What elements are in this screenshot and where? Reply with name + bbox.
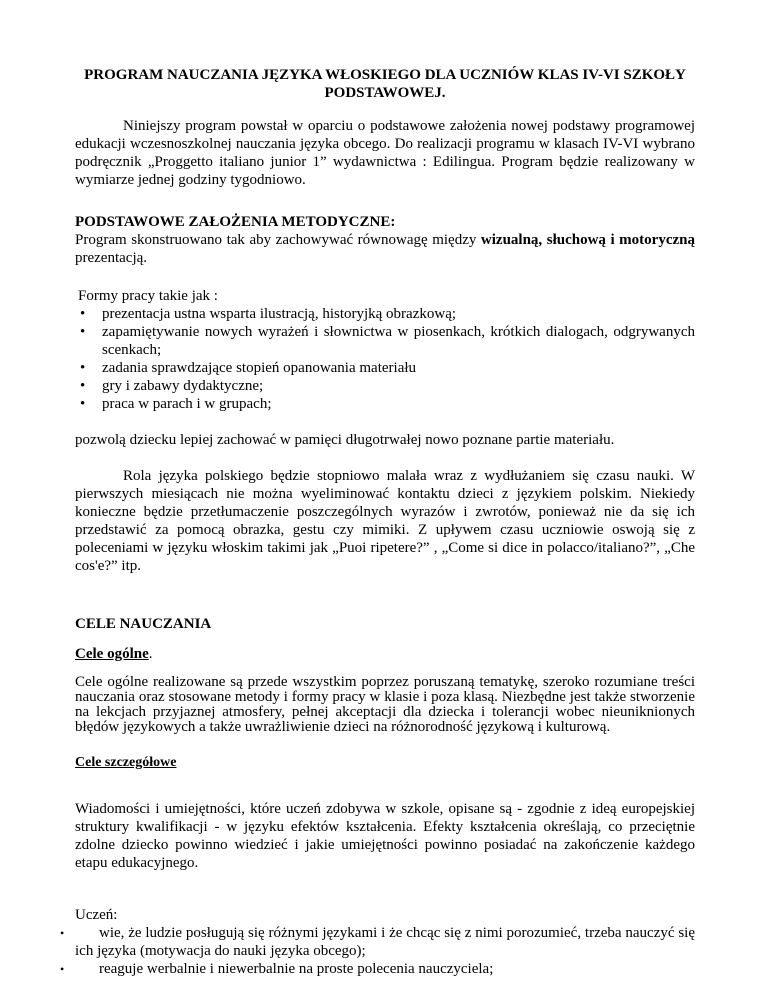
list-item <box>75 377 695 395</box>
list-item <box>75 305 695 323</box>
methods-heading: PODSTAWOWE ZAŁOŻENIA METODYCZNE: <box>75 214 396 230</box>
forms-intro: Formy pracy takie jak : <box>78 288 218 304</box>
general-goals-heading-suffix: . <box>148 646 153 662</box>
student-list <box>60 924 695 978</box>
student-label: Uczeń: <box>75 907 118 923</box>
goals-heading: CELE NAUCZANIA <box>75 616 212 632</box>
bullet-icon: • <box>80 378 86 394</box>
page-title: PROGRAM NAUCZANIA JĘZYKA WŁOSKIEGO DLA UCZNIÓW KLAS IV-VI SZKOŁY PODSTAWOWEJ. <box>84 67 686 101</box>
list-item-text: zadania sprawdzające stopień opanowania materiału <box>102 360 417 376</box>
forms-conclusion: pozwolą dziecku lepiej zachować w pamięci długotrwałej nowo poznane partie materiału. <box>75 432 615 448</box>
bullet-icon: • <box>80 324 86 340</box>
list-item-text: zapamiętywanie nowych wyrażeń i słownictwa w piosenkach, krótkich dialogach, odgrywanych scenkach; <box>102 324 695 358</box>
general-goals-block <box>75 675 695 735</box>
methods-paragraph <box>75 231 695 267</box>
list-item <box>60 960 695 978</box>
list-item-text: prezentacja ustna wsparta ilustracją, historyjką obrazkową; <box>102 306 457 322</box>
list-item-text: gry i zabawy dydaktyczne; <box>102 378 264 394</box>
bullet-icon: • <box>80 396 86 412</box>
list-item <box>75 323 695 359</box>
document-body <box>60 66 695 978</box>
methods-bold-emphasis: wizualną, słuchową i motoryczną <box>480 232 695 248</box>
list-item-text: praca w parach i w grupach; <box>102 396 272 412</box>
bullet-icon: • <box>60 926 65 940</box>
role-polish-paragraph: Rola języka polskiego będzie stopniowo malała wraz z wydłużaniem się czasu nauki. W pierwszych miesiącach nie można wyeliminować kontaktu dzieci z językiem polskim. Niekiedy konieczne będzie przetłumaczenie poszczególnych wyrazów i zwrotów, ponieważ nie da się ich przedstawić za pomocą obrazka, gestu czy mimiki. Z upływem czasu uczniowie oswoją się z poleceniami w języku włoskim takimi jak „Puoi ripetere?” , „Come si dice in polacco/italiano?”, „Che cos'e?” itp. <box>75 468 695 574</box>
detailed-goals-heading: Cele szczegółowe <box>75 755 177 770</box>
methods-text-before: Program skonstruowano tak aby zachowywać równowagę między <box>75 232 481 248</box>
list-item <box>75 359 695 377</box>
general-goals-paragraph: Cele ogólne realizowane są przede wszystkim poprzez poruszaną tematykę, szeroko rozumiane treści nauczania oraz stosowane metody i formy pracy w klasie i poza klasą. Niezbędne jest także stworzenie na lekcjach przyjaznej atmosfery, pełnej akceptacji dla dziecka i tolerancji wobec nieuniknionych błędów językowych a także uwrażliwienie dzieci na różnorodność językową i kulturową. <box>75 674 695 735</box>
general-goals-heading: Cele ogólne <box>75 646 149 662</box>
detailed-goals-heading-line <box>75 753 695 772</box>
intro-paragraph: Niniejszy program powstał w oparciu o podstawowe założenia nowej podstawy programowej edukacji wczesnoszkolnej nauczania języka obcego. Do realizacji programu w klasach IV-VI wybrano podręcznik „Proggetto italiano junior 1” wydawnictwa : Edilingua. Program będzie realizowany w wymiarze jednej godziny tygodniowo. <box>75 118 695 188</box>
forms-list <box>75 305 695 413</box>
list-item <box>75 395 695 413</box>
general-goals-heading-line <box>75 645 695 663</box>
bullet-icon: • <box>60 962 65 976</box>
bullet-icon: • <box>80 306 86 322</box>
methods-text-after: prezentacją. <box>75 250 148 266</box>
list-item-text: reaguje werbalnie i niewerbalnie na proste polecenia nauczyciela; <box>99 961 494 977</box>
list-item <box>60 924 695 960</box>
bullet-icon: • <box>80 360 86 376</box>
detailed-goals-paragraph: Wiadomości i umiejętności, które uczeń zdobywa w szkole, opisane są - zgodnie z ideą europejskiej struktury kwalifikacji - w języku efektów kształcenia. Efekty kształcenia określają, co przeciętnie zdolne dziecko powinno wiedzieć i jakie umiejętności powinno posiadać na zakończenie każdego etapu edukacyjnego. <box>75 801 695 871</box>
list-item-text: wie, że ludzie posługują się różnymi językami i że chcąc się z nimi porozumieć, trzeba nauczyć się ich języka (motywacja do nauki języka obcego); <box>75 925 695 959</box>
